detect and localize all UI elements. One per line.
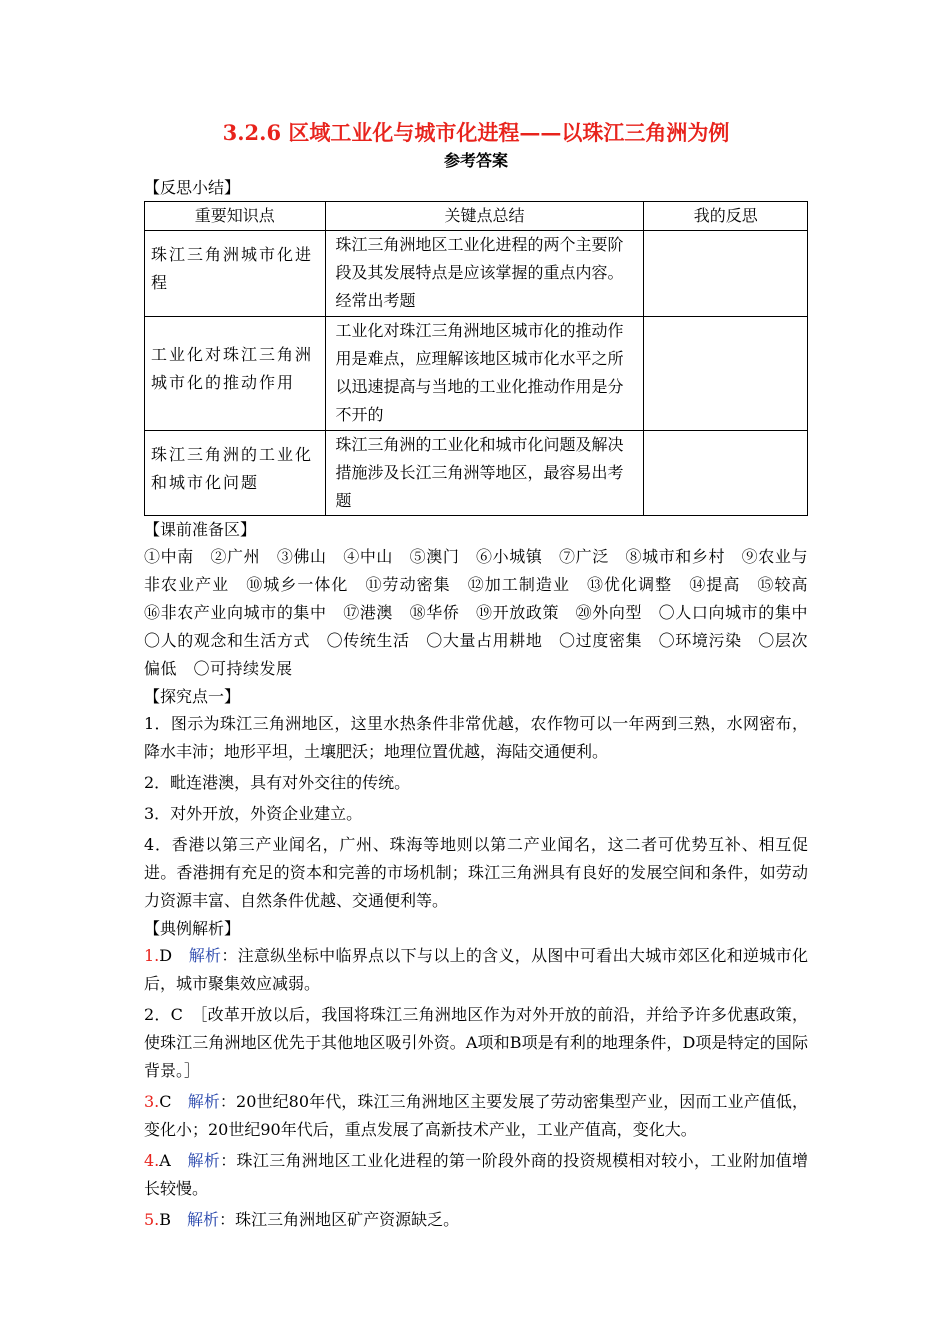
example-number: 5. <box>144 1210 160 1229</box>
examples-heading: 【典例解析】 <box>144 919 241 938</box>
explore-heading: 【探究点一】 <box>144 687 241 706</box>
table-cell-summary: 工业化对珠江三角洲地区城市化的推动作用是难点，应理解该地区城市化水平之所以迅速提高与当地的工业化推动作用是分不开的 <box>325 317 644 431</box>
jiexi-label: 解析 <box>188 946 222 965</box>
explore-item: 4．香港以第三产业闻名，广州、珠海等地则以第二产业闻名，这二者可优势互补、相互促进。香港拥有充足的资本和完善的市场机制；珠江三角洲具有良好的发展空间和条件，如劳动力资源丰富、自然条件优越、交通便利等。 <box>144 835 808 910</box>
page-subtitle: 参考答案 <box>443 151 508 170</box>
reflection-heading: 【反思小结】 <box>144 178 241 197</box>
example-number: 4. <box>144 1151 160 1170</box>
table-cell-point: 珠江三角洲的工业化和城市化问题 <box>145 431 326 516</box>
answer-document <box>144 118 825 1234</box>
explore-item: 1．图示为珠江三角洲地区，这里水热条件非常优越，农作物可以一年两到三熟，水网密布，降水丰沛；地形平坦，土壤肥沃；地理位置优越，海陆交通便利。 <box>144 714 808 761</box>
table-header-row <box>145 202 808 231</box>
jiexi-label: 解析 <box>187 1151 221 1170</box>
prep-heading: 【课前准备区】 <box>144 520 257 539</box>
example-number: 1. <box>144 946 160 965</box>
example-item <box>144 1147 808 1203</box>
example-item <box>144 942 808 998</box>
table-cell-summary: 珠江三角洲的工业化和城市化问题及解决措施涉及长江三角洲等地区，最容易出考题 <box>325 431 644 516</box>
table-header-cell: 重要知识点 <box>145 202 326 231</box>
table-header-cell: 我的反思 <box>644 202 808 231</box>
example-text: ：珠江三角洲地区矿产资源缺乏。 <box>219 1210 460 1229</box>
example-text: ：20世纪80年代，珠江三角洲地区主要发展了劳动密集型产业，因而工业产值低，变化小；20世纪90年代后，重点发展了高新技术产业，工业产值高，变化大。 <box>144 1092 808 1139</box>
reflection-table <box>144 201 808 516</box>
explore-item: 3．对外开放，外资企业建立。 <box>144 804 363 823</box>
table-cell-reflection <box>644 317 808 431</box>
jiexi-label: 解析 <box>187 1210 220 1229</box>
example-number: 2． <box>144 1005 171 1024</box>
example-number: 3. <box>144 1092 160 1111</box>
example-text: ：注意纵坐标中临界点以下与以上的含义，从图中可看出大城市郊区化和逆城市化后，城市聚集效应减弱。 <box>144 946 808 993</box>
table-row <box>145 317 808 431</box>
example-text: ［改革开放以后，我国将珠江三角洲地区作为对外开放的前沿，并给予许多优惠政策，使珠江三角洲地区优先于其他地区吸引外资。A项和B项是有利的地理条件，D项是特定的国际背景。］ <box>144 1005 808 1080</box>
explore-item: 2．毗连港澳，具有对外交往的传统。 <box>144 773 411 792</box>
example-answer: C <box>159 1092 172 1111</box>
page-title: 3.2.6 区域工业化与城市化进程——以珠江三角洲为例 <box>222 120 730 145</box>
example-item <box>144 1206 808 1234</box>
table-row <box>145 231 808 317</box>
jiexi-label: 解析 <box>187 1092 220 1111</box>
example-text: ：珠江三角洲地区工业化进程的第一阶段外商的投资规模相对较小，工业附加值增长较慢。 <box>144 1151 808 1198</box>
table-cell-reflection <box>644 231 808 317</box>
table-cell-point: 珠江三角洲城市化进程 <box>145 231 326 317</box>
table-row <box>145 431 808 516</box>
table-cell-summary: 珠江三角洲地区工业化进程的两个主要阶段及其发展特点是应该掌握的重点内容。经常出考题 <box>325 231 644 317</box>
example-item <box>144 1088 808 1144</box>
example-answer: A <box>159 1151 171 1170</box>
table-header-cell: 关键点总结 <box>325 202 644 231</box>
example-answer: C <box>170 1005 183 1024</box>
table-cell-point: 工业化对珠江三角洲城市化的推动作用 <box>145 317 326 431</box>
example-item <box>144 1001 808 1085</box>
example-answer: B <box>159 1210 172 1229</box>
prep-answers: ①中南 ②广州 ③佛山 ④中山 ⑤澳门 ⑥小城镇 ⑦广泛 ⑧城市和乡村 ⑨农业与非农业产业 ⑩城乡一体化 ⑪劳动密集 ⑫加工制造业 ⑬优化调整 ⑭提高 ⑮较高 ⑯非农产业向城市的集中 ⑰港澳 ⑱华侨 ⑲开放政策 ⑳外向型 〇人口向城市的集中 〇人的观念和生活方式 〇传统生活 〇大量占用耕地 〇过度密集 〇环境污染 〇层次偏低 〇可持续发展 <box>144 547 825 678</box>
example-answer: D <box>159 946 173 965</box>
table-cell-reflection <box>644 431 808 516</box>
